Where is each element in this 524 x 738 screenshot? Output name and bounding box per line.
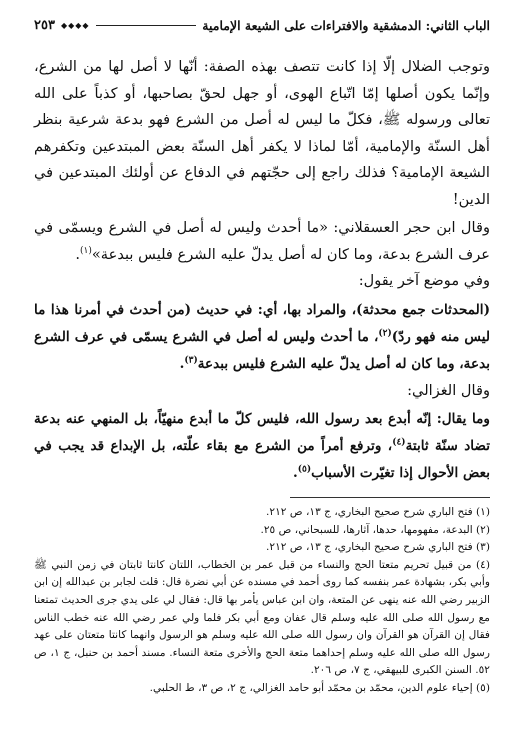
paragraph-another-place: وفي موضع آخر يقول: bbox=[358, 272, 490, 289]
header-ornament: ◆◆◆◆ bbox=[60, 20, 90, 30]
quote-ghazali: وما يقال: إنّه أبدع بعد رسول الله، فليس كلّ ما أبدع منهيّاً، بل المنهي عنه بدعة تضاد سنّة ثابتة$^{(٤)}$، وترفع أمراً من الشرع مع بقاء علّته، بل الإبداع قد يجب في بعض الأحوال إذا تغيّرت الأسباب$^{(٥)}$. bbox=[34, 411, 490, 481]
page-number: ٢٥٣ bbox=[34, 17, 55, 33]
paragraph-ghazali: وقال الغزالي: bbox=[407, 381, 490, 399]
footnote-ref-3: (٣) bbox=[184, 354, 198, 365]
footnote-2: (٢) البدعة، مفهومها، حدها، آثارها، للسبحاني، ص ٢٥. bbox=[260, 523, 490, 536]
quote-muhdathat: (المحدثات جمع محدثة)، والمراد بها، أي: في حديث (من أحدث في أمرنا هذا ما ليس منه فهو ردّ)$^{(٢)}$، ما أحدث وليس له أصل في الشرع يسمّى في عرف الشرع بدعة، وما كان له أصل يدلّ عليه الشرع فليس ببدعة$^{(٣)}$. bbox=[34, 301, 490, 372]
footnote-ref-2: (٢) bbox=[378, 327, 392, 338]
footnote-ref-1: (١) bbox=[79, 245, 92, 256]
footnote-ref-5: (٥) bbox=[297, 464, 312, 475]
header-rule bbox=[96, 25, 197, 26]
footnote-3: (٣) فتح الباري شرح صحيح البخاري، ج ١٣، ص ٢١٢. bbox=[266, 541, 490, 554]
footnote-1: (١) فتح الباري شرح صحيح البخاري، ج ١٣، ص ٢١٢. bbox=[266, 506, 490, 518]
footnotes bbox=[34, 504, 490, 698]
page-body bbox=[34, 54, 490, 487]
quote-ibn-hajar: وقال ابن حجر العسقلاني: «ما أحدث وليس له أصل في الشرع ويسمّى في عرف الشرع بدعة، وما كان له أصل يدلّ عليه الشرع فليس ببدعة»$^{(١)}$. bbox=[34, 219, 490, 263]
footnote-divider bbox=[290, 497, 490, 498]
running-header bbox=[34, 14, 490, 36]
paragraph-1: وتوجب الضلال إلّا إذا كانت تتصف بهذه الصفة: أنّها لا أصل لها من الشرع، وإنّما يكون أصلها إمّا اتّباع الهوى، أو جهل لحقّ بصاحبها، أو كذباً على الله تعالى ورسوله ﷺ، فكلّ ما ليس له أصل من الشرع فهو بدعة شرعية بنظر أهل السنّة والإمامية، أمّا لماذا لا يكفر أهل السنّة بعض المبتدعين وتكفرهم الشيعة الإمامية؟ فذلك راجع إلى حجّتهم في الدفاع عن أولئك المبتدعين في الدين! bbox=[34, 58, 490, 208]
header-title: الباب الثاني: الدمشقية والافتراءات على الشيعة الإمامية bbox=[202, 17, 490, 33]
footnote-ref-4: (٤) bbox=[392, 437, 406, 448]
footnote-4: (٤) من قبيل تحريم متعتا الحج والنساء من قبل عمر بن الخطاب، اللتان كانتا ثابتان في زمن النبي ﷺ وأبي بكر، بشهادة عمر بنفسه كما روى أحمد في مسنده عن أبي نضرة قال: قلت لجابر بن عبدالله إن ابن الزبير رضي الله عنه ينهى عن المتعة، وان ابن عباس يأمر بها قال: فقال لي على يدي جرى الحديث تمتعنا مع رسول الله صلى الله عليه وسلم قال عفان ومع أبي بكر فلما ولي عمر رضي الله عنه خطب الناس فقال إن القرآن هو القرآن وان رسول الله صلى الله عليه وسلم هو الرسول وانهما كانتا متعتان على عهد رسول الله صلى الله عليه وسلم إحداهما متعة الحج والأخرى متعة النساء. مسند أحمد بن حنبل، ج ١، ص ٥٢. السنن الكبرى للبيهقي، ج ٧، ص ٢٠٦. bbox=[34, 558, 490, 677]
footnote-5: (٥) إحياء علوم الدين، محمّد بن محمّد أبو حامد الغزالي، ج ٢، ص ٣، ط الحلبي. bbox=[149, 681, 490, 694]
